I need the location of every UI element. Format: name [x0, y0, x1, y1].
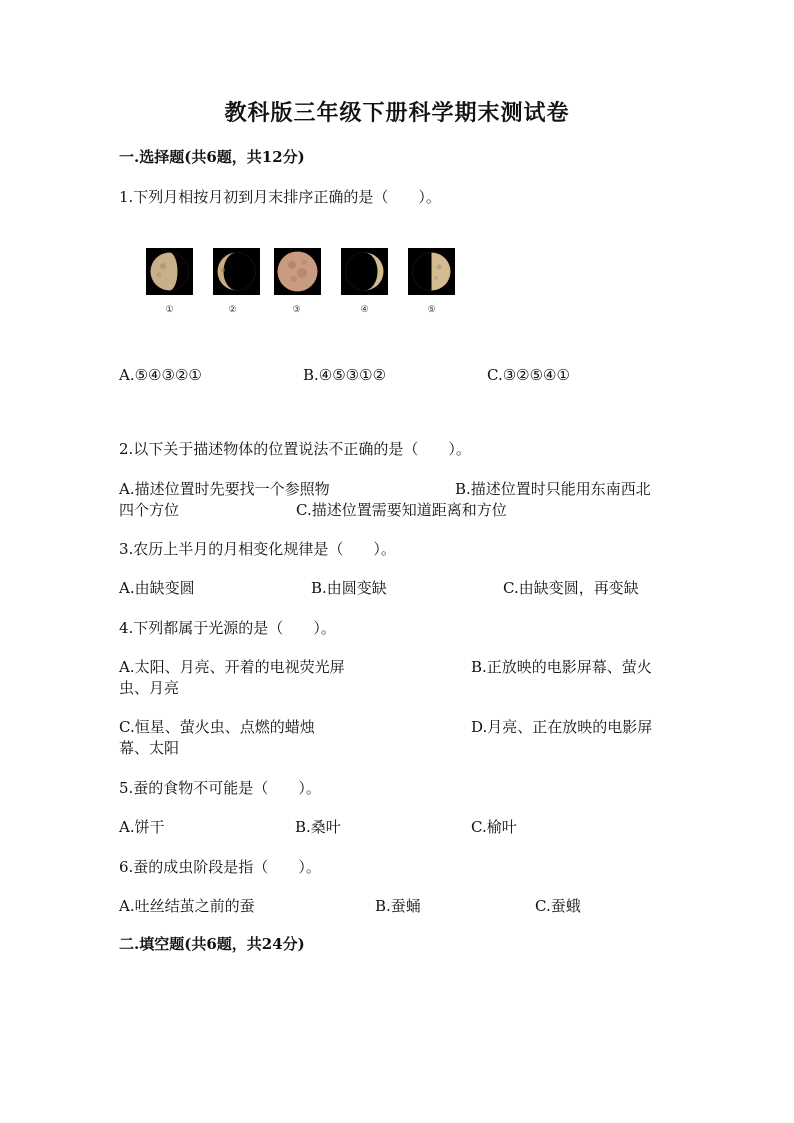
waning-gibbous-moon-icon [146, 248, 193, 295]
full-moon-icon [274, 248, 321, 295]
section-heading-choice: 一.选择题(共6题，共12分) [119, 148, 305, 166]
q6-option-c: C.蚕蛾 [535, 897, 581, 915]
moon-label-4: ④ [360, 305, 369, 315]
q4-option-c: C.恒星、萤火虫、点燃的蜡烛 [119, 718, 315, 736]
section-heading-fill-blank: 二.填空题(共6题，共24分) [119, 935, 305, 953]
question-1-stem: 1.下列月相按月初到月末排序正确的是（ ）。 [119, 188, 441, 206]
q4-option-b-continued: 虫、月亮 [119, 679, 180, 697]
moon-label-3: ③ [292, 305, 301, 315]
q2-option-c: C.描述位置需要知道距离和方位 [296, 501, 507, 519]
q5-option-a: A.饼干 [119, 818, 165, 836]
moon-image-5 [408, 248, 455, 295]
moon-label-5: ⑤ [427, 305, 436, 315]
q2-option-b-continued: 四个方位 [119, 501, 180, 519]
moon-image-4 [341, 248, 388, 295]
q3-option-a: A.由缺变圆 [119, 579, 195, 597]
page-title: 教科版三年级下册科学期末测试卷 [224, 100, 570, 126]
question-3-stem: 3.农历上半月的月相变化规律是（ ）。 [119, 540, 396, 558]
question-6-stem: 6.蚕的成虫阶段是指（ ）。 [119, 858, 321, 876]
q3-option-c: C.由缺变圆，再变缺 [503, 579, 639, 597]
waning-crescent-moon-icon [213, 248, 260, 295]
q6-option-b: B.蚕蛹 [375, 897, 421, 915]
q2-option-b: B.描述位置时只能用东南西北 [455, 480, 651, 498]
question-5-stem: 5.蚕的食物不可能是（ ）。 [119, 779, 321, 797]
q4-option-a: A.太阳、月亮、开着的电视荧光屏 [119, 658, 345, 676]
question-4-stem: 4.下列都属于光源的是（ ）。 [119, 619, 336, 637]
q4-option-b: B.正放映的电影屏幕、萤火 [471, 658, 652, 676]
moon-label-1: ① [165, 305, 174, 315]
moon-image-3 [274, 248, 321, 295]
q2-option-a: A.描述位置时先要找一个参照物 [119, 480, 330, 498]
moon-image-1 [146, 248, 193, 295]
moon-image-2 [213, 248, 260, 295]
q5-option-b: B.桑叶 [295, 818, 341, 836]
q1-option-c: C.③②⑤④① [487, 366, 570, 384]
q1-option-b: B.④⑤③①② [303, 366, 387, 384]
first-quarter-moon-icon [408, 248, 455, 295]
q1-option-a: A.⑤④③②① [119, 366, 202, 384]
q4-option-d: D.月亮、正在放映的电影屏 [471, 718, 653, 736]
q6-option-a: A.吐丝结茧之前的蚕 [119, 897, 255, 915]
q3-option-b: B.由圆变缺 [311, 579, 387, 597]
q4-option-d-continued: 幕、太阳 [119, 739, 180, 757]
question-2-stem: 2.以下关于描述物体的位置说法不正确的是（ ）。 [119, 440, 471, 458]
moon-label-2: ② [228, 305, 237, 315]
waxing-crescent-moon-icon [341, 248, 388, 295]
q5-option-c: C.榆叶 [471, 818, 517, 836]
